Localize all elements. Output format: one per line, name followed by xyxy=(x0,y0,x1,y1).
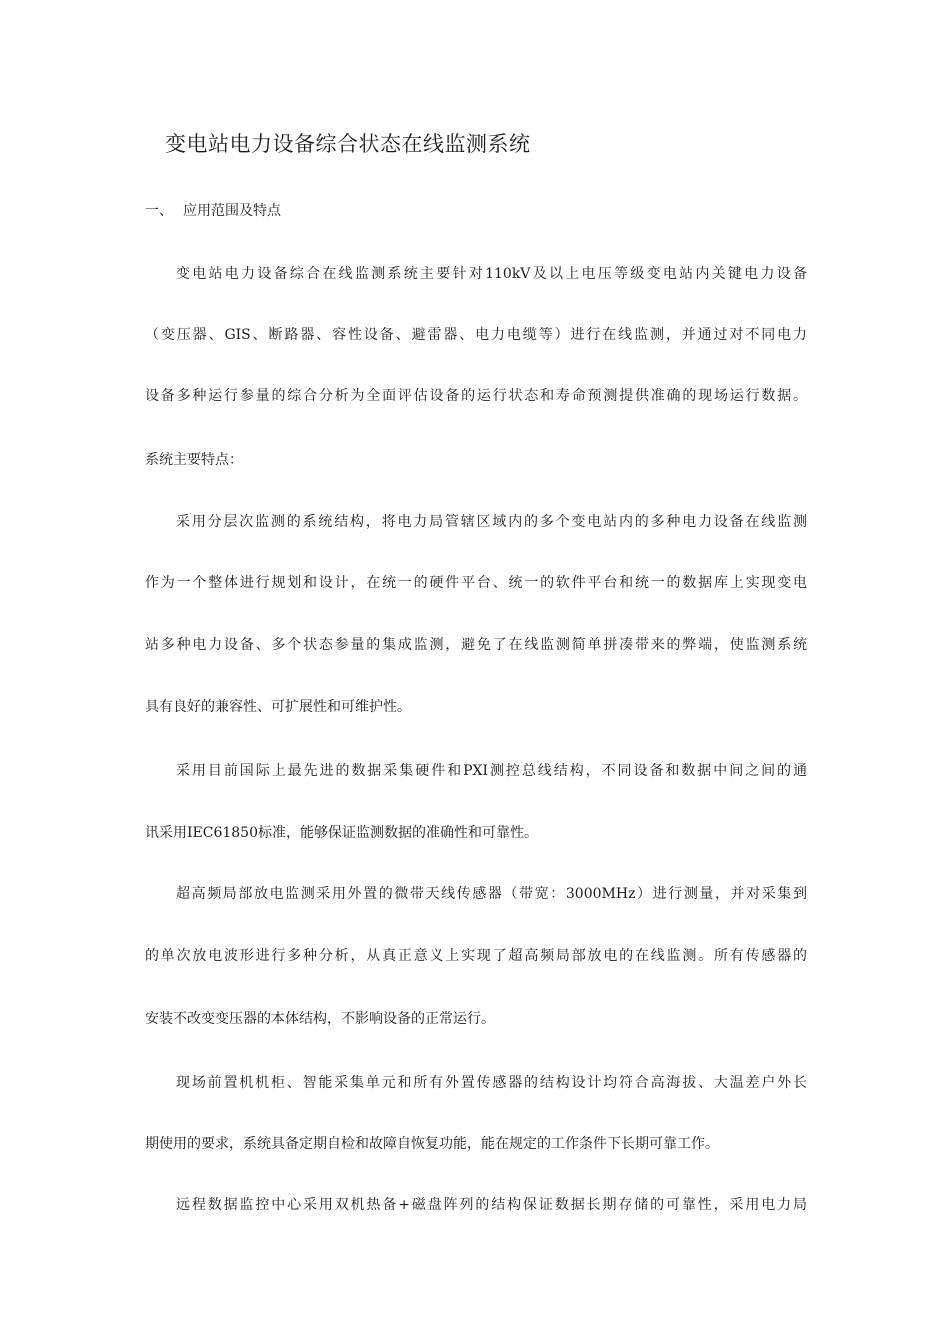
section-heading xyxy=(145,200,281,220)
paragraph-line: 具有良好的兼容性、可扩展性和可维护性。 xyxy=(145,699,411,715)
paragraph-line: 作为一个整体进行规划和设计，在统一的硬件平台、统一的软件平台和统一的数据库上实现变电 xyxy=(145,575,807,591)
paragraph-line: 采用目前国际上最先进的数据采集硬件和PXI测控总线结构，不同设备和数据中间之间的通 xyxy=(176,763,807,779)
paragraph-line: 变电站电力设备综合在线监测系统主要针对110kV及以上电压等级变电站内关键电力设备 xyxy=(176,266,807,282)
paragraph-line: 的单次放电波形进行多种分析，从真正意义上实现了超高频局部放电的在线监测。所有传感器的 xyxy=(145,948,807,964)
paragraph-line: 现场前置机机柜、智能采集单元和所有外置传感器的结构设计均符合高海拔、大温差户外长 xyxy=(176,1075,807,1091)
paragraph-line: （变压器、GIS、断路器、容性设备、避雷器、电力电缆等）进行在线监测，并通过对不同电力 xyxy=(145,327,807,343)
paragraph-line: 超高频局部放电监测采用外置的微带天线传感器（带宽：3000MHz）进行测量，并对采集到 xyxy=(176,886,807,902)
paragraph-line: 采用分层次监测的系统结构，将电力局管辖区域内的多个变电站内的多种电力设备在线监测 xyxy=(176,514,807,530)
paragraph-line: 站多种电力设备、多个状态参量的集成监测，避免了在线监测简单拼凑带来的弊端，使监测系统 xyxy=(145,637,807,653)
paragraph-line: 期使用的要求，系统具备定期自检和故障自恢复功能，能在规定的工作条件下长期可靠工作。 xyxy=(145,1136,719,1152)
paragraph-line: 系统主要特点： xyxy=(145,452,243,468)
section-heading-text: 应用范围及特点 xyxy=(183,203,281,219)
section-number: 一、 xyxy=(145,203,173,219)
paragraph-line: 远程数据监控中心采用双机热备+磁盘阵列的结构保证数据长期存储的可靠性，采用电力局 xyxy=(176,1197,807,1213)
document-title: 变电站电力设备综合状态在线监测系统 xyxy=(165,132,531,156)
paragraph-line: 设备多种运行参量的综合分析为全面评估设备的运行状态和寿命预测提供准确的现场运行数据。 xyxy=(145,388,807,404)
paragraph-line: 讯采用IEC61850标准，能够保证监测数据的准确性和可靠性。 xyxy=(145,825,538,841)
paragraph-line: 安装不改变变压器的本体结构，不影响设备的正常运行。 xyxy=(145,1011,495,1027)
